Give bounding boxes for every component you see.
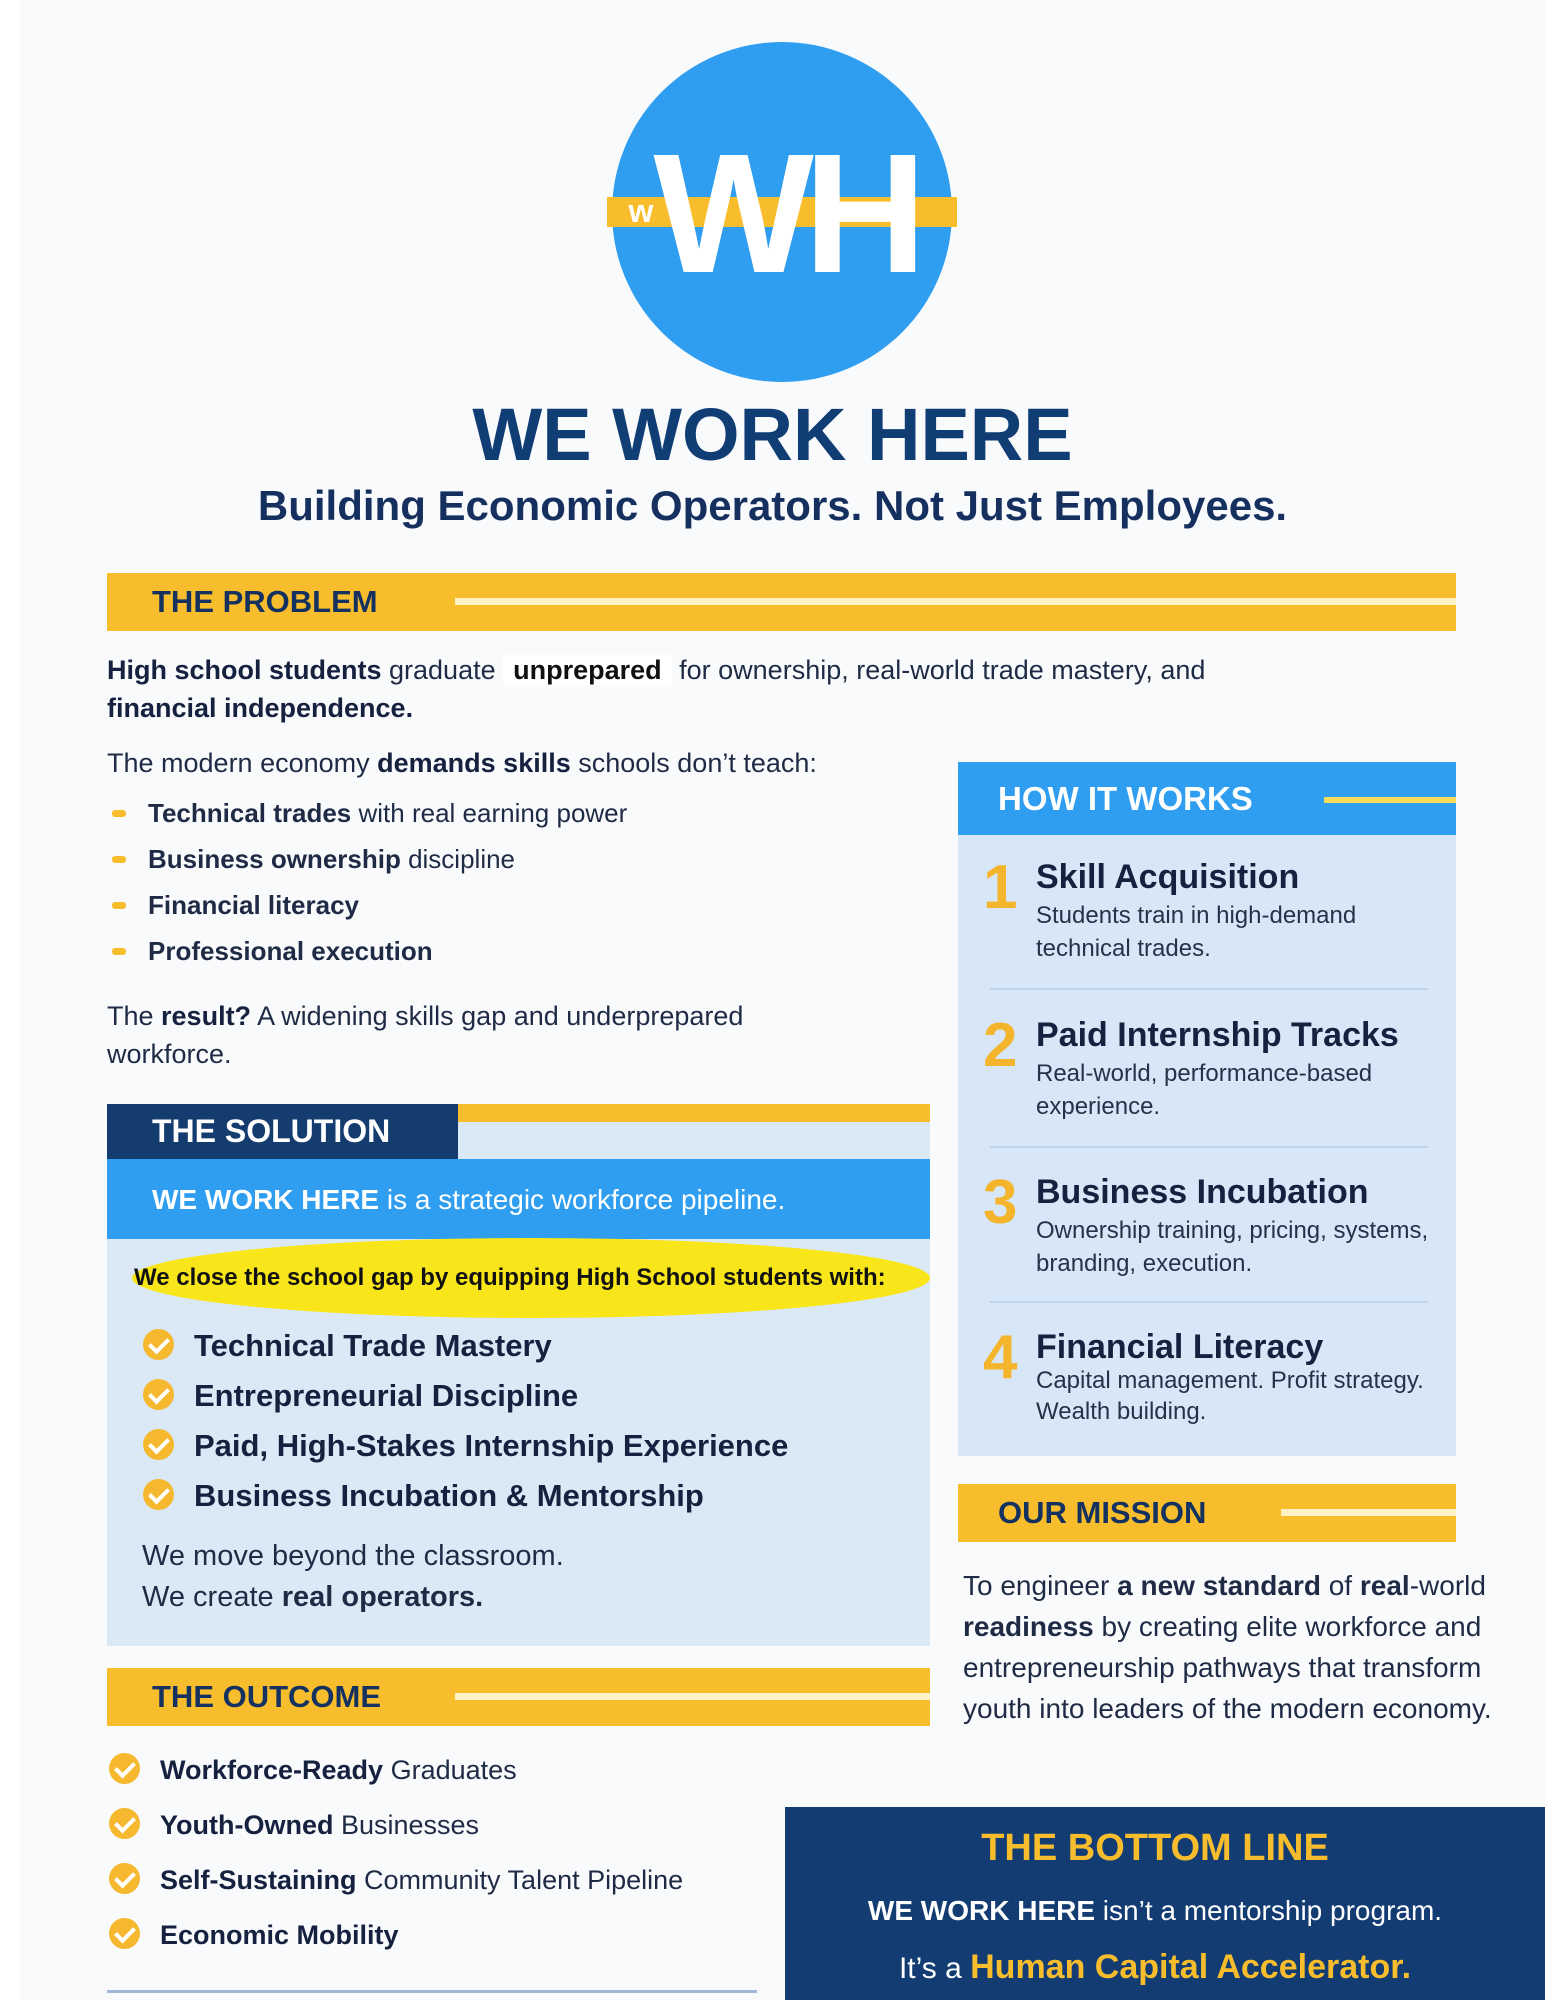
list-item-text: Paid, High-Stakes Internship Experience: [194, 1428, 789, 1463]
logo-small-letter: w: [628, 193, 654, 229]
unprepared-overlay: unprepared: [503, 655, 672, 685]
problem-intro-line1: [107, 651, 1427, 689]
bottom-line-pre: It’s a: [898, 1952, 971, 1985]
how-it-works-heading: HOW IT WORKS: [958, 762, 1456, 835]
problem-intro-line2: [107, 689, 1427, 727]
problem-intro-bold1: High school students: [107, 655, 382, 685]
mission-heading: OUR MISSION: [998, 1495, 1207, 1530]
page-subtitle: Building Economic Operators. Not Just Employees.: [257, 482, 1288, 529]
problem-demands-bold: demands skills: [377, 748, 571, 778]
mission-statement: [963, 1565, 1513, 1729]
list-item: [112, 882, 627, 928]
mission-bold-1: a new standard: [1117, 1570, 1321, 1601]
problem-result-line1: [107, 997, 927, 1035]
mission-text-4: by creating elite workforce and entrepreneurship pathways that transform youth into leaders of the modern economy.: [963, 1611, 1492, 1724]
outcome-heading: THE OUTCOME: [152, 1679, 382, 1714]
check-icon: [143, 1429, 174, 1460]
step-description: Students train in high-demand technical trades.: [1036, 902, 1357, 962]
list-item: [112, 836, 627, 882]
mission-bold-3: readiness: [963, 1611, 1094, 1642]
solution-footer: [142, 1536, 902, 1618]
step-divider: [990, 1146, 1428, 1148]
dash-bullet: [112, 856, 126, 863]
list-item-text: with real earning power: [351, 798, 628, 828]
list-item-text: Community Talent Pipeline: [356, 1865, 684, 1895]
step-2: [983, 1013, 1453, 1133]
problem-demands-pre: The modern economy: [107, 748, 378, 778]
solution-footer-line1: We move beyond the classroom.: [142, 1540, 564, 1572]
check-icon: [109, 1753, 140, 1784]
solution-highlight: We close the school gap by equipping High School students with:: [132, 1238, 930, 1318]
problem-intro: [107, 651, 1427, 727]
list-item-text: Technical Trade Mastery: [194, 1328, 552, 1363]
outcome-header-bar: [107, 1668, 930, 1726]
page-title: WE WORK HERE: [472, 393, 1073, 476]
list-item-bold: Professional execution: [148, 936, 433, 966]
check-icon: [109, 1808, 140, 1839]
check-icon: [109, 1863, 140, 1894]
list-item: [109, 1853, 683, 1908]
step-title: Paid Internship Tracks: [1036, 1016, 1399, 1054]
solution-list: [143, 1321, 788, 1521]
dash-bullet: [112, 902, 126, 909]
problem-result: [107, 997, 927, 1073]
list-item-bold: Youth-Owned: [160, 1810, 334, 1840]
step-number: 2: [983, 1011, 1018, 1080]
solution-footer-pre: We create: [142, 1581, 282, 1613]
list-item-bold: Self-Sustaining: [160, 1865, 357, 1895]
list-item: [143, 1471, 788, 1521]
step-description: Capital management. Profit strategy. Wealth building.: [1036, 1367, 1424, 1425]
list-item: [143, 1321, 788, 1371]
step-description: Real-world, performance-based experience.: [1036, 1060, 1373, 1120]
step-title: Financial Literacy: [1036, 1328, 1324, 1366]
list-item: [109, 1743, 683, 1798]
problem-header-bar: [107, 573, 1456, 631]
bottom-line-accelerator: [785, 1948, 1525, 1987]
check-icon: [143, 1329, 174, 1360]
problem-demands-post: schools don’t teach:: [570, 748, 817, 778]
list-item-bold: Economic Mobility: [160, 1920, 399, 1950]
how-it-works-header-line: [1324, 797, 1456, 803]
solution-footer-line2: [142, 1577, 902, 1618]
outcome-list: [109, 1743, 683, 1963]
list-item-bold: Business ownership: [148, 844, 401, 874]
list-item-text: Businesses: [333, 1810, 480, 1840]
step-number: 3: [983, 1168, 1018, 1237]
list-item: [109, 1798, 683, 1853]
check-icon: [109, 1918, 140, 1949]
list-item: [112, 790, 627, 836]
dash-bullet: [112, 810, 126, 817]
check-icon: [143, 1479, 174, 1510]
bottom-line-statement: [785, 1895, 1525, 1927]
step-3: [983, 1170, 1453, 1290]
step-title: Skill Acquisition: [1036, 858, 1300, 896]
mission-bold-2: real: [1359, 1570, 1410, 1601]
list-item: [109, 1908, 683, 1963]
bottom-line-heading: THE BOTTOM LINE: [981, 1827, 1329, 1869]
outcome-header-line: [455, 1693, 930, 1700]
problem-result-line2: workforce.: [107, 1039, 232, 1069]
step-number: 4: [983, 1323, 1018, 1392]
list-item-text: Graduates: [383, 1755, 517, 1785]
mission-header-line: [1281, 1509, 1456, 1516]
step-1: [983, 855, 1453, 975]
problem-skill-list: [112, 790, 627, 974]
mission-text-2: of: [1320, 1570, 1360, 1601]
solution-heading: THE SOLUTION: [107, 1104, 458, 1159]
problem-demands: [107, 744, 957, 782]
problem-header-line: [455, 598, 1456, 605]
step-description: Ownership training, pricing, systems, branding, execution.: [1036, 1217, 1429, 1277]
solution-header-strip: [458, 1104, 930, 1122]
dash-bullet: [112, 948, 126, 955]
problem-result-bold: result?: [161, 1001, 252, 1031]
problem-intro-mid2: for ownership, real-world trade mastery, and: [671, 655, 1206, 685]
list-item-text: Business Incubation & Mentorship: [194, 1478, 704, 1513]
wh-logo: [607, 42, 957, 382]
problem-intro-mid1: graduate: [381, 655, 504, 685]
solution-tagline: [107, 1159, 930, 1239]
step-number: 1: [983, 853, 1018, 922]
check-icon: [143, 1379, 174, 1410]
list-item: [112, 928, 627, 974]
problem-intro-bold2: financial independence.: [107, 693, 414, 723]
list-item: [143, 1371, 788, 1421]
solution-tagline-rest: is a strategic workforce pipeline.: [379, 1184, 786, 1215]
list-item-text: discipline: [400, 844, 516, 874]
problem-result-pre: The: [107, 1001, 162, 1031]
step-4: [983, 1325, 1453, 1445]
solution-tagline-bold: WE WORK HERE: [152, 1184, 380, 1215]
step-title: Business Incubation: [1036, 1173, 1369, 1211]
step-divider: [990, 988, 1428, 990]
list-item-bold: Technical trades: [148, 798, 352, 828]
list-item: [143, 1421, 788, 1471]
bottom-line-bold: WE WORK HERE: [867, 1895, 1096, 1926]
problem-result-post: A widening skills gap and underprepared: [251, 1001, 744, 1031]
mission-text-3: -world: [1409, 1570, 1486, 1601]
outcome-divider: [107, 1990, 757, 1993]
mission-text-1: To engineer: [963, 1570, 1118, 1601]
list-item-bold: Financial literacy: [148, 890, 359, 920]
problem-heading: THE PROBLEM: [152, 584, 378, 619]
mission-header-bar: [958, 1484, 1456, 1542]
logo-letters: WH: [653, 119, 917, 309]
list-item-bold: Workforce-Ready: [160, 1755, 384, 1785]
solution-footer-bold: real operators.: [281, 1581, 484, 1613]
bottom-line-rest: isn’t a mentorship program.: [1095, 1895, 1443, 1926]
bottom-line-highlight: Human Capital Accelerator.: [970, 1948, 1412, 1986]
step-divider: [990, 1301, 1428, 1303]
list-item-text: Entrepreneurial Discipline: [194, 1378, 579, 1413]
